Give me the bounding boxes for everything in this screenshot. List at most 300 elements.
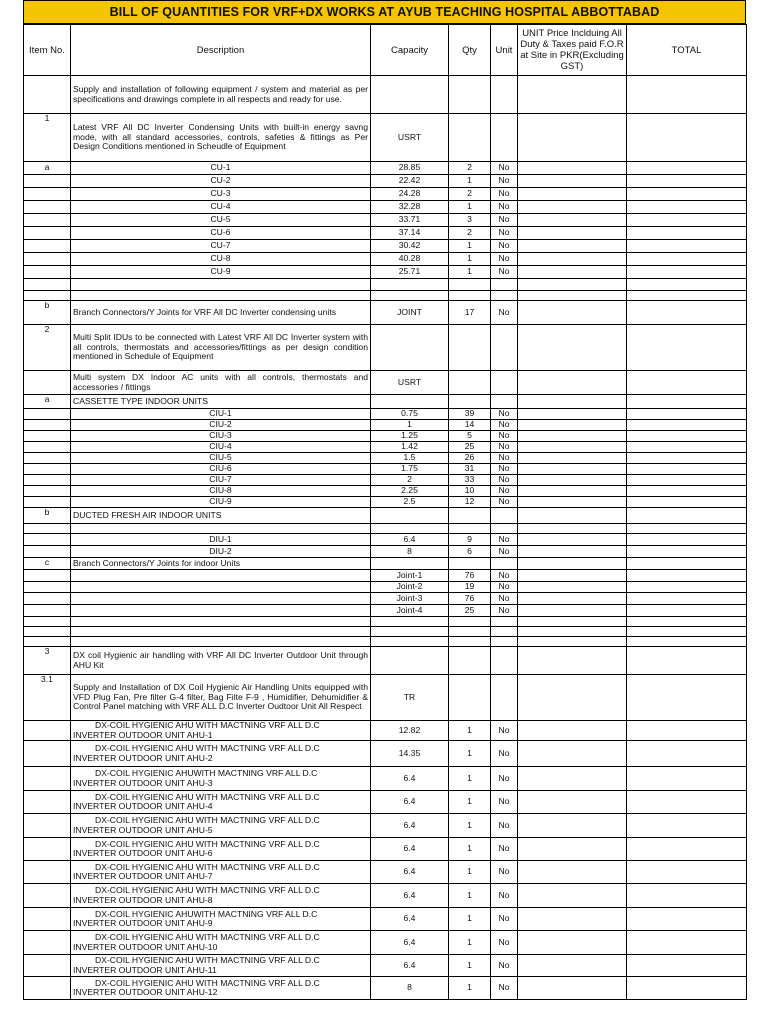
table-row xyxy=(24,605,747,617)
total-cell xyxy=(627,861,747,884)
description-cell: CU-4 xyxy=(71,201,371,214)
capacity-cell: 0.75 xyxy=(371,409,449,420)
capacity-cell: 24.28 xyxy=(371,188,449,201)
capacity-cell: 14.35 xyxy=(371,741,449,767)
header-unit-price: UNIT Price Inclduing All Duty & Taxes paid F.O.R at Site in PKR(Excluding GST) xyxy=(518,25,627,76)
total-cell xyxy=(627,955,747,977)
unit-cell: No xyxy=(491,301,518,325)
unit-price-cell xyxy=(518,977,627,1000)
empty-cell xyxy=(627,617,747,627)
item-no-cell xyxy=(24,605,71,617)
capacity-cell: 6.4 xyxy=(371,955,449,977)
total-cell xyxy=(627,442,747,453)
qty-cell: 14 xyxy=(449,420,491,431)
table-row xyxy=(24,76,747,114)
table-row xyxy=(24,647,747,675)
capacity-cell: 2.5 xyxy=(371,497,449,508)
capacity-cell: 6.4 xyxy=(371,908,449,931)
unit-cell: No xyxy=(491,814,518,838)
qty-cell: 1 xyxy=(449,791,491,814)
total-cell xyxy=(627,838,747,861)
item-no-cell xyxy=(24,464,71,475)
unit-cell: No xyxy=(491,409,518,420)
description-cell: Branch Connectors/Y Joints for indoor Units xyxy=(71,558,371,570)
total-cell xyxy=(627,558,747,570)
qty-cell: 2 xyxy=(449,162,491,175)
description-cell xyxy=(71,955,371,977)
unit-price-cell xyxy=(518,214,627,227)
unit-cell: No xyxy=(491,838,518,861)
table-row xyxy=(24,464,747,475)
qty-cell: 1 xyxy=(449,931,491,955)
total-cell xyxy=(627,114,747,162)
table-row xyxy=(24,558,747,570)
item-no-cell xyxy=(24,977,71,1000)
description-cell xyxy=(71,977,371,1000)
qty-cell: 25 xyxy=(449,605,491,617)
description-cell: CU-5 xyxy=(71,214,371,227)
unit-price-cell xyxy=(518,861,627,884)
unit-price-cell xyxy=(518,721,627,741)
capacity-cell: 1 xyxy=(371,420,449,431)
unit-cell xyxy=(491,325,518,371)
qty-cell xyxy=(449,395,491,409)
total-cell xyxy=(627,301,747,325)
blank-row xyxy=(24,627,747,637)
description-cell: CU-2 xyxy=(71,175,371,188)
total-cell xyxy=(627,266,747,279)
description-cell xyxy=(71,791,371,814)
empty-cell xyxy=(71,627,371,637)
capacity-cell xyxy=(371,558,449,570)
unit-price-cell xyxy=(518,188,627,201)
unit-cell: No xyxy=(491,420,518,431)
qty-cell: 12 xyxy=(449,497,491,508)
qty-cell xyxy=(449,76,491,114)
table-row xyxy=(24,371,747,395)
capacity-cell xyxy=(371,508,449,524)
unit-price-cell xyxy=(518,301,627,325)
qty-cell: 1 xyxy=(449,253,491,266)
unit-cell: No xyxy=(491,240,518,253)
description-cell xyxy=(71,814,371,838)
item-no-cell xyxy=(24,214,71,227)
qty-cell: 10 xyxy=(449,486,491,497)
qty-cell: 9 xyxy=(449,534,491,546)
total-cell xyxy=(627,240,747,253)
unit-cell xyxy=(491,675,518,721)
description-line-2: INVERTER OUTDOOR UNIT AHU-3 xyxy=(73,777,213,788)
qty-cell: 1 xyxy=(449,175,491,188)
item-no-cell: 3 xyxy=(24,647,71,675)
capacity-cell: 40.28 xyxy=(371,253,449,266)
empty-cell xyxy=(24,627,71,637)
table-row xyxy=(24,497,747,508)
capacity-cell: 6.4 xyxy=(371,767,449,791)
table-row xyxy=(24,409,747,420)
item-no-cell xyxy=(24,409,71,420)
unit-cell: No xyxy=(491,431,518,442)
empty-cell xyxy=(449,627,491,637)
description-line-1: DX-COIL HYGIENIC AHU WITH MACTNING VRF ALL D.C xyxy=(95,977,320,988)
unit-price-cell xyxy=(518,201,627,214)
total-cell xyxy=(627,475,747,486)
table-row xyxy=(24,931,747,955)
unit-cell: No xyxy=(491,442,518,453)
unit-price-cell xyxy=(518,395,627,409)
total-cell xyxy=(627,931,747,955)
item-no-cell xyxy=(24,767,71,791)
total-cell xyxy=(627,497,747,508)
item-no-cell xyxy=(24,955,71,977)
unit-price-cell xyxy=(518,240,627,253)
item-no-cell xyxy=(24,76,71,114)
unit-cell: No xyxy=(491,175,518,188)
table-row xyxy=(24,721,747,741)
description-cell xyxy=(71,884,371,908)
description-cell: Latest VRF All DC Inverter Condensing Units with built-in energy savng mode, with all standard accessories, controls, safeties & fittings as Per Design Conditions mentioned in Scheudle of Equipment xyxy=(71,114,371,162)
description-cell: CIU-6 xyxy=(71,464,371,475)
unit-price-cell xyxy=(518,931,627,955)
item-no-cell xyxy=(24,240,71,253)
unit-cell: No xyxy=(491,605,518,617)
capacity-cell: 30.42 xyxy=(371,240,449,253)
empty-cell xyxy=(491,637,518,647)
description-cell xyxy=(71,861,371,884)
capacity-cell: 1.25 xyxy=(371,431,449,442)
unit-cell: No xyxy=(491,861,518,884)
table-row xyxy=(24,593,747,605)
table-row xyxy=(24,442,747,453)
table-row xyxy=(24,453,747,464)
description-cell: Branch Connectors/Y Joints for VRF All DC Inverter condensing units xyxy=(71,301,371,325)
empty-cell xyxy=(449,617,491,627)
qty-cell: 1 xyxy=(449,955,491,977)
unit-cell: No xyxy=(491,464,518,475)
item-no-cell: 3.1 xyxy=(24,675,71,721)
qty-cell xyxy=(449,508,491,524)
blank-row xyxy=(24,291,747,301)
description-cell: CASSETTE TYPE INDOOR UNITS xyxy=(71,395,371,409)
capacity-cell: 8 xyxy=(371,977,449,1000)
unit-cell: No xyxy=(491,486,518,497)
empty-cell xyxy=(449,291,491,301)
unit-cell: No xyxy=(491,721,518,741)
total-cell xyxy=(627,593,747,605)
unit-cell: No xyxy=(491,931,518,955)
capacity-cell: 25.71 xyxy=(371,266,449,279)
description-cell: CU-1 xyxy=(71,162,371,175)
item-no-cell xyxy=(24,838,71,861)
description-cell: CU-3 xyxy=(71,188,371,201)
unit-cell: No xyxy=(491,593,518,605)
item-no-cell xyxy=(24,486,71,497)
capacity-cell: TR xyxy=(371,675,449,721)
description-cell: CU-9 xyxy=(71,266,371,279)
empty-cell xyxy=(371,524,449,534)
table-row xyxy=(24,884,747,908)
total-cell xyxy=(627,76,747,114)
unit-price-cell xyxy=(518,558,627,570)
capacity-cell xyxy=(371,325,449,371)
item-no-cell xyxy=(24,442,71,453)
capacity-cell: USRT xyxy=(371,114,449,162)
unit-cell: No xyxy=(491,582,518,593)
unit-price-cell xyxy=(518,420,627,431)
qty-cell xyxy=(449,371,491,395)
capacity-cell xyxy=(371,647,449,675)
capacity-cell: Joint-3 xyxy=(371,593,449,605)
capacity-cell: 8 xyxy=(371,546,449,558)
qty-cell: 31 xyxy=(449,464,491,475)
qty-cell: 26 xyxy=(449,453,491,464)
empty-cell xyxy=(71,291,371,301)
unit-price-cell xyxy=(518,605,627,617)
description-cell: DX coil Hygienic air handling with VRF All DC Inverter Outdoor Unit through AHU Kit xyxy=(71,647,371,675)
unit-price-cell xyxy=(518,266,627,279)
header-item-no: Item No. xyxy=(24,25,71,76)
empty-cell xyxy=(24,291,71,301)
qty-cell: 1 xyxy=(449,814,491,838)
qty-cell: 1 xyxy=(449,838,491,861)
unit-cell: No xyxy=(491,767,518,791)
description-cell: Supply and Installation of DX Coil Hygienic Air Handling Units equipped with VFD Plug Fan, Pre filter G-4 filter, Bag Filte F-9 , Humidifier, Dehumidifier & Control Panel matching with VRF ALL D.C Inverter Oudtoor Unit All Respect xyxy=(71,675,371,721)
table-row xyxy=(24,395,747,409)
capacity-cell: 2.25 xyxy=(371,486,449,497)
capacity-cell: Joint-1 xyxy=(371,570,449,582)
empty-cell xyxy=(518,524,627,534)
total-cell xyxy=(627,582,747,593)
total-cell xyxy=(627,675,747,721)
description-cell: CIU-8 xyxy=(71,486,371,497)
total-cell xyxy=(627,486,747,497)
description-line-1: DX-COIL HYGIENIC AHU WITH MACTNING VRF ALL D.C xyxy=(95,932,320,942)
unit-cell: No xyxy=(491,534,518,546)
description-cell xyxy=(71,908,371,931)
table-row xyxy=(24,508,747,524)
description-line-1: DX-COIL HYGIENIC AHU WITH MACTNING VRF ALL D.C xyxy=(95,815,320,825)
unit-cell: No xyxy=(491,214,518,227)
unit-price-cell xyxy=(518,741,627,767)
item-no-cell: b xyxy=(24,508,71,524)
unit-cell: No xyxy=(491,908,518,931)
description-line-1: DX-COIL HYGIENIC AHUWITH MACTNING VRF ALL D.C xyxy=(95,908,318,919)
table-row xyxy=(24,767,747,791)
total-cell xyxy=(627,741,747,767)
total-cell xyxy=(627,227,747,240)
total-cell xyxy=(627,409,747,420)
empty-cell xyxy=(371,617,449,627)
description-cell xyxy=(71,605,371,617)
description-cell: CIU-9 xyxy=(71,497,371,508)
item-no-cell xyxy=(24,908,71,931)
item-no-cell xyxy=(24,546,71,558)
unit-cell: No xyxy=(491,791,518,814)
item-no-cell xyxy=(24,431,71,442)
item-no-cell xyxy=(24,201,71,214)
description-cell: Multi system DX Indoor AC units with all controls, thermostats and accessories / fittings xyxy=(71,371,371,395)
table-row xyxy=(24,814,747,838)
total-cell xyxy=(627,253,747,266)
description-cell: CIU-4 xyxy=(71,442,371,453)
total-cell xyxy=(627,395,747,409)
description-line-1: DX-COIL HYGIENIC AHUWITH MACTNING VRF ALL D.C xyxy=(95,768,318,778)
empty-cell xyxy=(627,627,747,637)
unit-price-cell xyxy=(518,955,627,977)
qty-cell: 25 xyxy=(449,442,491,453)
unit-price-cell xyxy=(518,162,627,175)
description-cell xyxy=(71,767,371,791)
empty-cell xyxy=(24,524,71,534)
description-cell xyxy=(71,931,371,955)
qty-cell: 2 xyxy=(449,188,491,201)
empty-cell xyxy=(371,637,449,647)
item-no-cell xyxy=(24,570,71,582)
description-line-1: DX-COIL HYGIENIC AHU WITH MACTNING VRF ALL D.C xyxy=(95,791,320,802)
total-cell xyxy=(627,464,747,475)
blank-row xyxy=(24,617,747,627)
table-row xyxy=(24,582,747,593)
unit-cell xyxy=(491,395,518,409)
total-cell xyxy=(627,884,747,908)
unit-cell: No xyxy=(491,741,518,767)
qty-cell: 19 xyxy=(449,582,491,593)
capacity-cell: 22.42 xyxy=(371,175,449,188)
empty-cell xyxy=(71,524,371,534)
qty-cell: 1 xyxy=(449,861,491,884)
description-line-1: DX-COIL HYGIENIC AHU WITH MACTNING VRF ALL D.C xyxy=(95,838,320,849)
capacity-cell: 6.4 xyxy=(371,814,449,838)
boq-sheet xyxy=(23,0,746,1000)
unit-price-cell xyxy=(518,767,627,791)
item-no-cell xyxy=(24,741,71,767)
total-cell xyxy=(627,977,747,1000)
unit-cell: No xyxy=(491,497,518,508)
total-cell xyxy=(627,605,747,617)
empty-cell xyxy=(627,291,747,301)
total-cell xyxy=(627,791,747,814)
blank-row xyxy=(24,524,747,534)
unit-price-cell xyxy=(518,675,627,721)
table-row xyxy=(24,214,747,227)
unit-cell: No xyxy=(491,955,518,977)
item-no-cell xyxy=(24,371,71,395)
table-row xyxy=(24,162,747,175)
capacity-cell: JOINT xyxy=(371,301,449,325)
empty-cell xyxy=(491,524,518,534)
qty-cell: 1 xyxy=(449,767,491,791)
capacity-cell: 33.71 xyxy=(371,214,449,227)
unit-price-cell xyxy=(518,791,627,814)
blank-row xyxy=(24,637,747,647)
empty-cell xyxy=(371,291,449,301)
unit-cell: No xyxy=(491,884,518,908)
description-line-2: INVERTER OUTDOOR UNIT AHU-12 xyxy=(73,987,218,997)
qty-cell: 1 xyxy=(449,240,491,253)
unit-price-cell xyxy=(518,409,627,420)
capacity-cell: 1.42 xyxy=(371,442,449,453)
empty-cell xyxy=(518,637,627,647)
empty-cell xyxy=(24,279,71,291)
unit-price-cell xyxy=(518,647,627,675)
capacity-cell xyxy=(371,395,449,409)
unit-price-cell xyxy=(518,325,627,371)
capacity-cell: 6.4 xyxy=(371,884,449,908)
empty-cell xyxy=(518,627,627,637)
qty-cell: 3 xyxy=(449,214,491,227)
table-row xyxy=(24,227,747,240)
item-no-cell: a xyxy=(24,395,71,409)
table-row xyxy=(24,114,747,162)
item-no-cell xyxy=(24,931,71,955)
item-no-cell xyxy=(24,188,71,201)
description-cell: CIU-3 xyxy=(71,431,371,442)
qty-cell: 1 xyxy=(449,721,491,741)
empty-cell xyxy=(371,279,449,291)
capacity-cell: Joint-2 xyxy=(371,582,449,593)
table-row xyxy=(24,240,747,253)
table-row xyxy=(24,188,747,201)
boq-body xyxy=(24,76,747,1000)
table-row xyxy=(24,431,747,442)
header-capacity: Capacity xyxy=(371,25,449,76)
table-row xyxy=(24,253,747,266)
unit-cell xyxy=(491,558,518,570)
description-line-1: DX-COIL HYGIENIC AHU WITH MACTNING VRF ALL D.C xyxy=(95,885,320,895)
table-row xyxy=(24,420,747,431)
table-row xyxy=(24,201,747,214)
total-cell xyxy=(627,188,747,201)
item-no-cell xyxy=(24,791,71,814)
description-cell: CU-6 xyxy=(71,227,371,240)
capacity-cell: 12.82 xyxy=(371,721,449,741)
description-line-1: DX-COIL HYGIENIC AHU WITH MACTNING VRF ALL D.C xyxy=(95,720,320,730)
qty-cell: 1 xyxy=(449,884,491,908)
capacity-cell: 6.4 xyxy=(371,534,449,546)
qty-cell: 17 xyxy=(449,301,491,325)
qty-cell: 1 xyxy=(449,201,491,214)
description-cell: CU-7 xyxy=(71,240,371,253)
qty-cell: 6 xyxy=(449,546,491,558)
total-cell xyxy=(627,814,747,838)
description-line-1: DX-COIL HYGIENIC AHU WITH MACTNING VRF ALL D.C xyxy=(95,861,320,872)
description-cell xyxy=(71,741,371,767)
capacity-cell: 1.75 xyxy=(371,464,449,475)
unit-price-cell xyxy=(518,431,627,442)
unit-price-cell xyxy=(518,534,627,546)
total-cell xyxy=(627,908,747,931)
empty-cell xyxy=(491,627,518,637)
qty-cell: 5 xyxy=(449,431,491,442)
item-no-cell xyxy=(24,593,71,605)
item-no-cell: b xyxy=(24,301,71,325)
total-cell xyxy=(627,371,747,395)
description-line-2: INVERTER OUTDOOR UNIT AHU-2 xyxy=(73,752,213,763)
capacity-cell: 32.28 xyxy=(371,201,449,214)
description-line-1: DX-COIL HYGIENIC AHU WITH MACTNING VRF ALL D.C xyxy=(95,743,320,753)
unit-cell: No xyxy=(491,162,518,175)
total-cell xyxy=(627,431,747,442)
unit-cell: No xyxy=(491,546,518,558)
unit-cell: No xyxy=(491,475,518,486)
unit-price-cell xyxy=(518,908,627,931)
capacity-cell: 6.4 xyxy=(371,791,449,814)
unit-cell: No xyxy=(491,253,518,266)
total-cell xyxy=(627,453,747,464)
unit-cell xyxy=(491,371,518,395)
empty-cell xyxy=(371,627,449,637)
unit-cell: No xyxy=(491,188,518,201)
